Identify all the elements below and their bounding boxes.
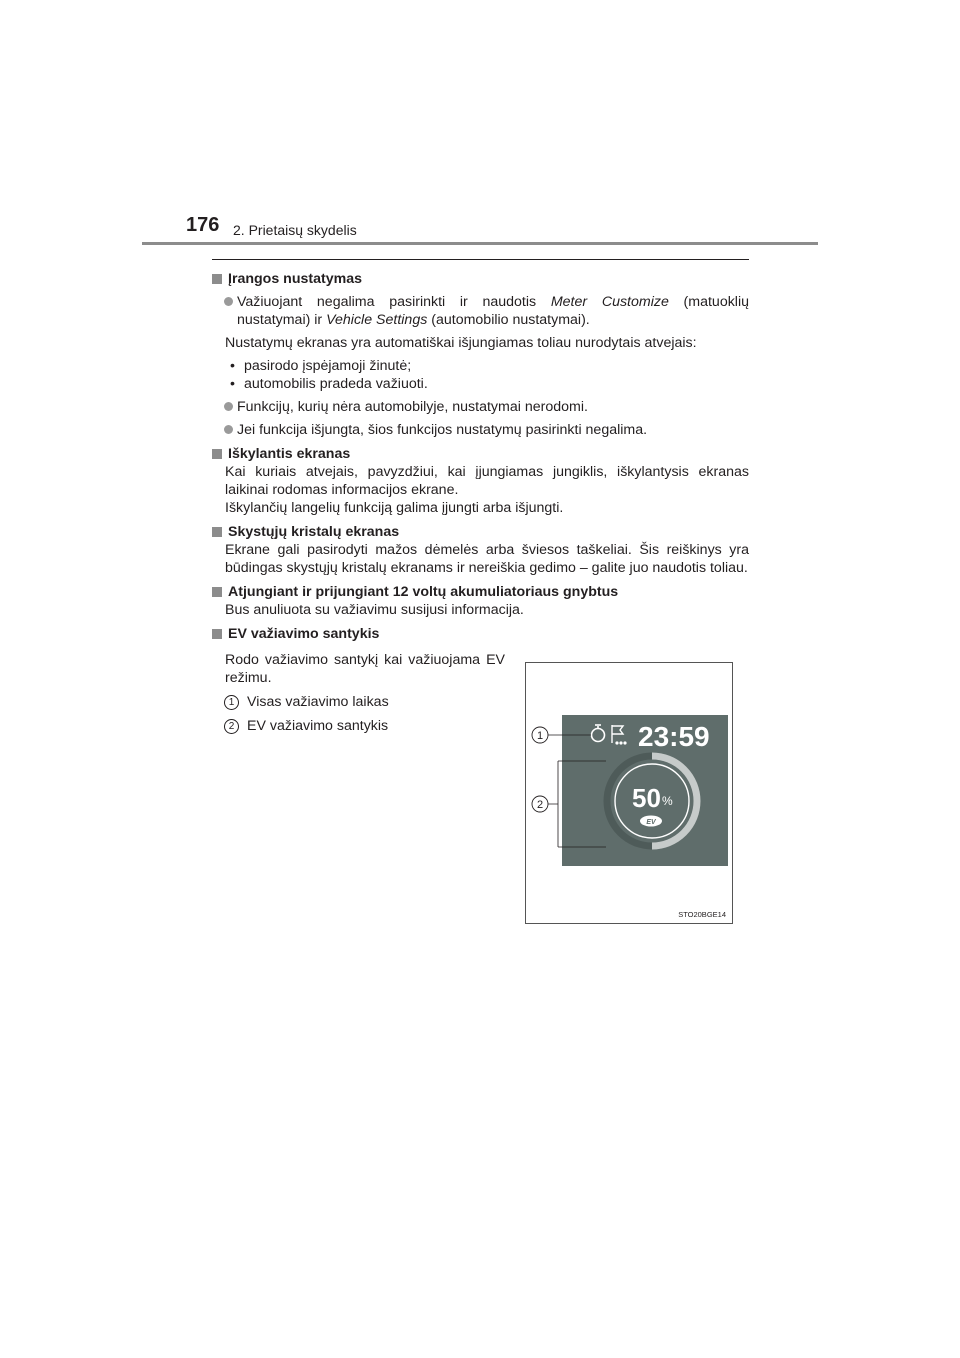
square-bullet-icon — [212, 449, 222, 459]
header-divider — [142, 242, 818, 245]
paragraph: Kai kuriais atvejais, pavyzdžiui, kai įjungiamas jungiklis, iškylantysis ekranas laikinai rodomas informacijos ekrane. — [225, 464, 749, 498]
vehicle-settings-term: Vehicle Settings — [326, 312, 428, 328]
bullet-text — [237, 293, 749, 329]
square-bullet-icon — [212, 274, 222, 284]
section-heading-battery-terminals — [212, 583, 749, 601]
sub-list-item — [230, 375, 749, 393]
circle-bullet-icon — [224, 297, 233, 306]
list-item — [212, 293, 749, 329]
square-bullet-icon — [212, 629, 222, 639]
sub-bullet-marker: • — [230, 358, 235, 374]
list-item — [212, 421, 749, 439]
heading-text: Atjungiant ir prijungiant 12 voltų akumuliatoriaus gnybtus — [228, 584, 619, 600]
paragraph: Ekrane gali pasirodyti mažos dėmelės arba šviesos taškeliai. Šis reiškinys yra būdingas skystųjų kristalų ekranams ir nereiškia gedimo – galite juo naudotis toliau. — [225, 542, 749, 576]
page-number: 176 — [186, 214, 220, 236]
sub-item-text: pasirodo įspėjamoji žinutė; — [244, 358, 412, 374]
paragraph: Iškylančių langelių funkciją galima įjungti arba išjungti. — [225, 500, 564, 516]
section-divider — [212, 259, 749, 260]
item-label: EV važiavimo santykis — [247, 718, 389, 734]
section-heading-popup-display — [212, 445, 749, 463]
callout-2-label: 2 — [536, 799, 544, 811]
section-heading-lcd — [212, 523, 749, 541]
text-part: (automobilio nustatymai). — [427, 312, 590, 328]
total-drive-time: 23:59 — [638, 721, 710, 752]
meter-illustration — [526, 663, 732, 923]
sub-item-text: automobilis pradeda važiuoti. — [244, 376, 428, 392]
circle-bullet-icon — [224, 402, 233, 411]
ev-ratio-value: 50 — [632, 783, 661, 813]
number-badge: 2 — [224, 719, 239, 734]
square-bullet-icon — [212, 587, 222, 597]
figure-code: STO20BGE14 — [678, 910, 726, 919]
ev-ratio-figure — [525, 662, 733, 924]
ev-badge-text: EV — [646, 819, 656, 826]
meter-customize-term: Meter Customize — [550, 294, 669, 310]
text-part: (matuoklių nustatymai) ir — [237, 294, 749, 328]
text-part: Važiuojant negalima pasirinkti ir naudotis — [237, 294, 551, 310]
bullet-text: Jei funkcija išjungta, šios funkcijos nustatymų pasirinkti negalima. — [237, 422, 648, 438]
percent-sign: % — [662, 794, 673, 808]
paragraph: Rodo važiavimo santykį kai važiuojama EV režimu. — [225, 652, 505, 686]
paragraph: Nustatymų ekranas yra automatiškai išjungiamas toliau nurodytais atvejais: — [225, 335, 697, 351]
sub-list-item — [230, 357, 749, 375]
square-bullet-icon — [212, 527, 222, 537]
heading-text: Įrangos nustatymas — [228, 271, 363, 287]
item-label: Visas važiavimo laikas — [247, 694, 389, 710]
callout-1-label: 1 — [536, 730, 544, 742]
paragraph: Bus anuliuota su važiavimu susijusi informacija. — [225, 602, 524, 618]
heading-text: Skystųjų kristalų ekranas — [228, 524, 400, 540]
sub-bullet-marker: • — [230, 376, 235, 392]
ev-mode-icon — [640, 816, 662, 827]
chapter-title: 2. Prietaisų skydelis — [233, 222, 357, 238]
bullet-text: Funkcijų, kurių nėra automobilyje, nustatymai nerodomi. — [237, 399, 588, 415]
section-heading-equipment-settings — [212, 270, 749, 288]
number-badge: 1 — [224, 695, 239, 710]
circle-bullet-icon — [224, 425, 233, 434]
section-heading-ev-ratio — [212, 625, 749, 643]
heading-text: EV važiavimo santykis — [228, 626, 380, 642]
list-item — [212, 398, 749, 416]
heading-text: Iškylantis ekranas — [228, 446, 351, 462]
